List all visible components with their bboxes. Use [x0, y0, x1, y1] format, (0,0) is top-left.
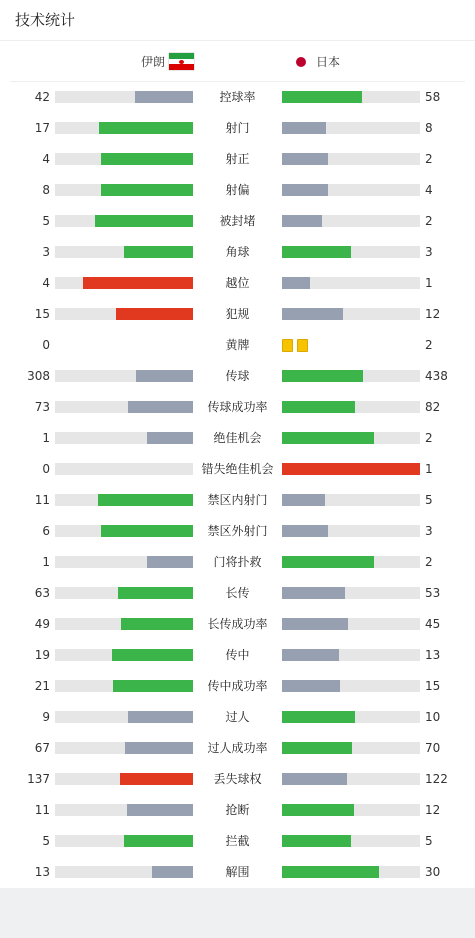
yellow-card-icon	[297, 339, 308, 352]
away-value: 3	[425, 524, 433, 538]
stat-label: 射偏	[225, 183, 250, 197]
home-bar-track	[55, 711, 193, 723]
away-bar	[282, 494, 325, 506]
home-value: 49	[34, 617, 50, 631]
away-bar-track	[282, 587, 420, 599]
home-bar	[124, 246, 193, 258]
away-bar	[282, 277, 310, 289]
yellow-card-icon	[282, 339, 293, 352]
home-value: 137	[27, 772, 50, 786]
away-value: 13	[425, 648, 441, 662]
home-value: 5	[42, 834, 50, 848]
away-bar-track	[282, 680, 420, 692]
home-value: 0	[42, 338, 50, 352]
home-value: 8	[42, 183, 50, 197]
stat-row	[0, 361, 475, 392]
home-bar-track	[55, 742, 193, 754]
home-value: 1	[42, 431, 50, 445]
away-bar	[282, 525, 328, 537]
home-bar	[136, 370, 193, 382]
away-value: 8	[425, 121, 433, 135]
stat-row	[0, 299, 475, 330]
stat-label: 门将扑救	[213, 555, 262, 569]
stat-row	[0, 144, 475, 175]
away-value: 5	[425, 493, 433, 507]
stat-label: 绝佳机会	[213, 431, 262, 445]
home-bar-track	[55, 432, 193, 444]
home-value: 13	[34, 865, 50, 879]
away-bar	[282, 773, 347, 785]
home-bar	[112, 649, 193, 661]
away-team-name: 日本	[316, 55, 341, 69]
stat-row	[0, 640, 475, 671]
home-bar	[135, 91, 193, 103]
stat-row	[0, 547, 475, 578]
away-bar	[282, 246, 351, 258]
away-bar-track	[282, 835, 420, 847]
away-bar-track	[282, 370, 420, 382]
away-bar-track	[282, 215, 420, 227]
home-bar-track	[55, 680, 193, 692]
home-bar	[127, 804, 193, 816]
home-team-name: 伊朗	[141, 55, 166, 69]
home-value: 19	[34, 648, 50, 662]
stat-row	[0, 330, 475, 361]
away-bar	[282, 184, 328, 196]
teams-header	[10, 41, 465, 82]
away-bar-track	[282, 866, 420, 878]
home-bar-track	[55, 463, 193, 475]
away-bar-track	[282, 432, 420, 444]
home-bar	[113, 680, 193, 692]
home-value: 1	[42, 555, 50, 569]
stat-label: 被封堵	[219, 214, 256, 228]
away-bar-track	[282, 618, 420, 630]
away-bar	[282, 370, 363, 382]
home-value: 5	[42, 214, 50, 228]
stat-label: 传中成功率	[207, 679, 268, 693]
home-value: 11	[34, 803, 50, 817]
home-bar	[101, 184, 193, 196]
stat-row	[0, 733, 475, 764]
away-bar-track	[282, 277, 420, 289]
stat-row	[0, 764, 475, 795]
home-bar	[99, 122, 193, 134]
stat-label: 控球率	[219, 90, 256, 104]
home-value: 17	[34, 121, 50, 135]
home-value: 308	[27, 369, 50, 383]
away-bar	[282, 866, 379, 878]
home-bar	[152, 866, 193, 878]
away-bar	[282, 401, 355, 413]
home-bar-track	[55, 649, 193, 661]
away-bar	[282, 308, 343, 320]
home-bar-track	[55, 804, 193, 816]
home-value: 4	[42, 276, 50, 290]
away-value: 5	[425, 834, 433, 848]
stat-label: 错失绝佳机会	[201, 462, 274, 476]
away-value: 2	[425, 214, 433, 228]
stat-label: 禁区外射门	[207, 524, 268, 538]
home-bar-track	[55, 773, 193, 785]
stat-label: 长传	[225, 586, 250, 600]
stat-label: 传球成功率	[207, 400, 268, 414]
home-bar	[83, 277, 193, 289]
home-bar-track	[55, 370, 193, 382]
away-value: 2	[425, 152, 433, 166]
iran-flag-icon	[169, 53, 194, 70]
stat-row	[0, 857, 475, 888]
home-bar-track	[55, 122, 193, 134]
stat-row	[0, 795, 475, 826]
stat-label: 犯规	[225, 307, 250, 321]
stat-row	[0, 206, 475, 237]
away-bar	[282, 804, 354, 816]
away-bar-track	[282, 804, 420, 816]
home-bar-track	[55, 525, 193, 537]
stats-list	[0, 82, 475, 888]
stat-label: 禁区内射门	[207, 493, 268, 507]
home-value: 21	[34, 679, 50, 693]
home-bar	[128, 401, 193, 413]
away-bar-track	[282, 556, 420, 568]
away-value: 1	[425, 276, 433, 290]
home-value: 15	[34, 307, 50, 321]
away-bar-track	[282, 308, 420, 320]
away-value: 58	[425, 90, 441, 104]
away-bar	[282, 215, 322, 227]
home-value: 67	[34, 741, 50, 755]
away-bar-track	[282, 401, 420, 413]
home-bar-track	[55, 246, 193, 258]
stat-row	[0, 423, 475, 454]
away-bar-track	[282, 742, 420, 754]
away-bar	[282, 432, 374, 444]
home-bar-track	[55, 587, 193, 599]
away-bar-track	[282, 153, 420, 165]
stat-row	[0, 268, 475, 299]
japan-flag-icon	[296, 57, 306, 67]
away-value: 4	[425, 183, 433, 197]
home-value: 11	[34, 493, 50, 507]
home-bar-track	[55, 618, 193, 630]
home-bar-track	[55, 184, 193, 196]
away-bar-track	[282, 184, 420, 196]
away-bar-track	[282, 246, 420, 258]
away-bar	[282, 463, 420, 475]
stat-label: 过人	[225, 710, 250, 724]
home-bar-track	[55, 835, 193, 847]
away-bar	[282, 122, 326, 134]
home-bar	[128, 711, 193, 723]
stat-label: 传球	[225, 369, 250, 383]
stat-row	[0, 671, 475, 702]
stat-label: 过人成功率	[207, 741, 268, 755]
home-bar	[121, 618, 193, 630]
away-bar	[282, 711, 355, 723]
away-value: 2	[425, 431, 433, 445]
home-bar	[95, 215, 193, 227]
away-value: 10	[425, 710, 441, 724]
away-bar	[282, 153, 328, 165]
home-value: 0	[42, 462, 50, 476]
home-value: 73	[34, 400, 50, 414]
home-bar	[125, 742, 193, 754]
stat-label: 拦截	[225, 834, 250, 848]
away-bar-track	[282, 525, 420, 537]
away-bar-track	[282, 773, 420, 785]
stat-label: 越位	[225, 276, 250, 290]
stat-label: 射正	[225, 152, 250, 166]
stat-row	[0, 237, 475, 268]
stat-row	[0, 609, 475, 640]
away-bar	[282, 91, 362, 103]
home-bar-track	[55, 494, 193, 506]
away-bar	[282, 587, 345, 599]
home-bar	[124, 835, 193, 847]
stat-label: 解围	[225, 865, 250, 879]
home-bar	[147, 432, 193, 444]
stat-row	[0, 175, 475, 206]
away-value: 30	[425, 865, 441, 879]
stat-label: 丢失球权	[213, 772, 262, 786]
away-bar-track	[282, 649, 420, 661]
home-bar	[116, 308, 193, 320]
yellow-cards	[282, 339, 308, 352]
away-value: 53	[425, 586, 441, 600]
home-value: 42	[34, 90, 50, 104]
page-title: 技术统计	[0, 0, 475, 41]
home-bar-track	[55, 866, 193, 878]
away-bar	[282, 649, 339, 661]
away-bar-track	[282, 711, 420, 723]
stat-row	[0, 82, 475, 113]
home-bar	[101, 153, 193, 165]
home-value: 63	[34, 586, 50, 600]
home-value: 4	[42, 152, 50, 166]
away-bar-track	[282, 91, 420, 103]
home-team	[141, 53, 194, 70]
away-value: 122	[425, 772, 448, 786]
away-value: 12	[425, 307, 441, 321]
away-value: 45	[425, 617, 441, 631]
stat-row	[0, 113, 475, 144]
away-value: 12	[425, 803, 441, 817]
home-bar	[98, 494, 193, 506]
away-value: 15	[425, 679, 441, 693]
home-bar-track	[55, 556, 193, 568]
home-bar	[120, 773, 193, 785]
stat-row	[0, 485, 475, 516]
away-bar	[282, 742, 352, 754]
stat-label: 射门	[225, 121, 250, 135]
home-bar-track	[55, 401, 193, 413]
home-bar	[118, 587, 193, 599]
away-value: 2	[425, 555, 433, 569]
home-bar-track	[55, 277, 193, 289]
stat-row	[0, 392, 475, 423]
away-bar	[282, 680, 340, 692]
away-bar-track	[282, 494, 420, 506]
away-value: 3	[425, 245, 433, 259]
home-value: 6	[42, 524, 50, 538]
stat-row	[0, 454, 475, 485]
away-bar-track	[282, 122, 420, 134]
away-bar	[282, 618, 348, 630]
away-value: 70	[425, 741, 441, 755]
stat-row	[0, 826, 475, 857]
away-value: 1	[425, 462, 433, 476]
stat-label: 黄牌	[225, 338, 250, 352]
home-value: 3	[42, 245, 50, 259]
home-bar-track	[55, 215, 193, 227]
away-team	[296, 53, 340, 70]
home-bar-track	[55, 153, 193, 165]
stat-row	[0, 702, 475, 733]
home-bar-track	[55, 308, 193, 320]
stat-row	[0, 578, 475, 609]
home-bar	[147, 556, 193, 568]
away-bar	[282, 835, 351, 847]
home-bar	[101, 525, 193, 537]
stat-label: 传中	[225, 648, 250, 662]
home-bar-track	[55, 91, 193, 103]
stat-label: 长传成功率	[207, 617, 268, 631]
away-bar-track	[282, 463, 420, 475]
stat-label: 抢断	[225, 803, 250, 817]
away-value: 2	[425, 338, 433, 352]
home-value: 9	[42, 710, 50, 724]
stat-label: 角球	[225, 245, 250, 259]
stat-row	[0, 516, 475, 547]
away-value: 82	[425, 400, 441, 414]
away-bar	[282, 556, 374, 568]
away-value: 438	[425, 369, 448, 383]
